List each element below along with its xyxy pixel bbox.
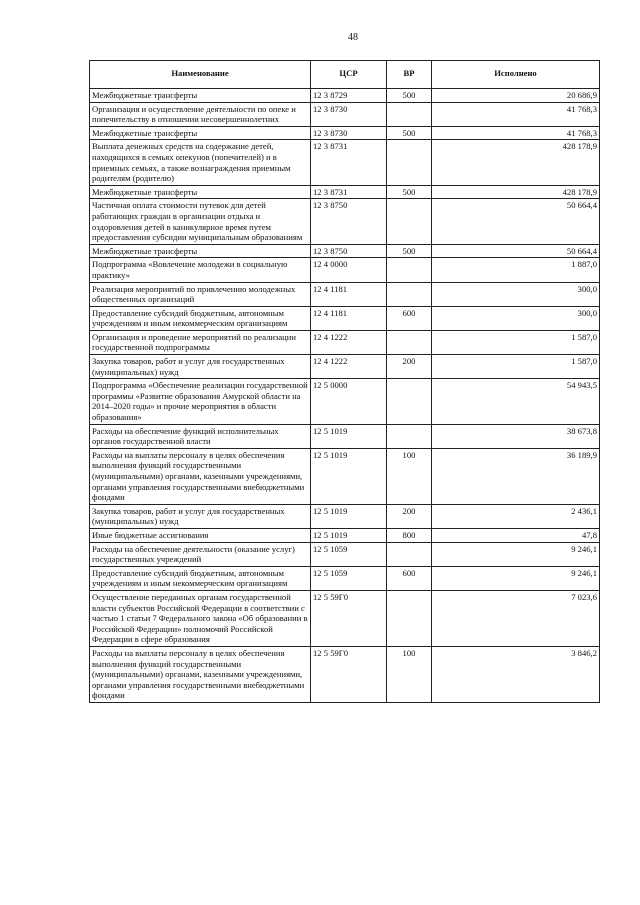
- cell-vr: [387, 330, 432, 354]
- cell-name: Подпрограмма «Обеспечение реализации государственной программы «Развитие образования Амурской области на 2014–2020 годы» и прочие мероприятия в области образования»: [90, 379, 311, 424]
- table-row: [90, 185, 600, 199]
- budget-table: [89, 60, 600, 703]
- cell-amount: 300,0: [432, 306, 600, 330]
- column-header-csr: ЦСР: [311, 61, 387, 89]
- cell-csr: 12 4 0000: [311, 258, 387, 282]
- cell-vr: [387, 590, 432, 646]
- cell-name: Межбюджетные трансферты: [90, 244, 311, 258]
- cell-csr: 12 4 1222: [311, 330, 387, 354]
- table-row: [90, 306, 600, 330]
- cell-amount: 41 768,3: [432, 102, 600, 126]
- table-row: [90, 590, 600, 646]
- table-row: [90, 244, 600, 258]
- cell-csr: 12 5 1059: [311, 566, 387, 590]
- table-row: [90, 542, 600, 566]
- cell-csr: 12 5 59Г0: [311, 646, 387, 702]
- cell-amount: 47,8: [432, 528, 600, 542]
- cell-csr: 12 5 1019: [311, 528, 387, 542]
- cell-csr: 12 3 8750: [311, 244, 387, 258]
- cell-amount: 1 887,0: [432, 258, 600, 282]
- cell-amount: 1 587,0: [432, 355, 600, 379]
- cell-amount: 54 943,5: [432, 379, 600, 424]
- cell-name: Закупка товаров, работ и услуг для государственных (муниципальных) нужд: [90, 504, 311, 528]
- cell-vr: [387, 140, 432, 185]
- cell-name: Организация и осуществление деятельности по опеке и попечительству в отношении несовершеннолетних: [90, 102, 311, 126]
- cell-name: Расходы на обеспечение деятельности (оказание услуг) государственных учреждений: [90, 542, 311, 566]
- cell-csr: 12 3 8730: [311, 102, 387, 126]
- cell-csr: 12 3 8730: [311, 126, 387, 140]
- cell-name: Выплата денежных средств на содержание детей, находящихся в семьях опекунов (попечителей) и в приемных семьях, а также вознаграждения приемным родителям (родителю): [90, 140, 311, 185]
- column-header-vr: ВР: [387, 61, 432, 89]
- cell-vr: [387, 199, 432, 244]
- table-row: [90, 379, 600, 424]
- cell-vr: [387, 282, 432, 306]
- cell-name: Организация и проведение мероприятий по реализации государственной подпрограммы: [90, 330, 311, 354]
- cell-csr: 12 5 1059: [311, 542, 387, 566]
- cell-name: Частичная оплата стоимости путевок для детей работающих граждан в организации отдыха и оздоровления детей в каникулярное время путем предоставления субсидии муниципальным образованиям: [90, 199, 311, 244]
- cell-name: Реализация мероприятий по привлечению молодежных общественных организаций: [90, 282, 311, 306]
- cell-vr: 600: [387, 566, 432, 590]
- cell-name: Осуществление переданных органам государственной власти субъектов Российской Федерации в соответствии с частью 1 статьи 7 Федерального закона «Об образовании в Российской Федерации» полномочий Российской Федерации в сфере образования: [90, 590, 311, 646]
- table-row: [90, 646, 600, 702]
- table-row: [90, 199, 600, 244]
- cell-amount: 428 178,9: [432, 185, 600, 199]
- table-row: [90, 140, 600, 185]
- cell-name: Закупка товаров, работ и услуг для государственных (муниципальных) нужд: [90, 355, 311, 379]
- cell-amount: 50 664,4: [432, 199, 600, 244]
- table-row: [90, 504, 600, 528]
- cell-amount: 20 686,9: [432, 89, 600, 103]
- cell-csr: 12 5 0000: [311, 379, 387, 424]
- cell-vr: 500: [387, 185, 432, 199]
- page-number: 48: [348, 32, 358, 43]
- cell-vr: [387, 379, 432, 424]
- cell-csr: 12 3 8750: [311, 199, 387, 244]
- cell-amount: 3 846,2: [432, 646, 600, 702]
- cell-amount: 9 246,1: [432, 566, 600, 590]
- cell-vr: 200: [387, 355, 432, 379]
- cell-amount: 38 673,8: [432, 424, 600, 448]
- cell-vr: 100: [387, 646, 432, 702]
- cell-vr: [387, 542, 432, 566]
- table-row: [90, 566, 600, 590]
- cell-vr: [387, 424, 432, 448]
- cell-csr: 12 5 1019: [311, 424, 387, 448]
- table-row: [90, 355, 600, 379]
- table-row: [90, 528, 600, 542]
- cell-csr: 12 4 1181: [311, 282, 387, 306]
- cell-vr: 500: [387, 126, 432, 140]
- cell-vr: 600: [387, 306, 432, 330]
- table-row: [90, 330, 600, 354]
- table-row: [90, 424, 600, 448]
- cell-name: Иные бюджетные ассигнования: [90, 528, 311, 542]
- column-header-name: Наименование: [90, 61, 311, 89]
- table-row: [90, 126, 600, 140]
- table-row: [90, 448, 600, 504]
- cell-amount: 7 023,6: [432, 590, 600, 646]
- cell-name: Расходы на обеспечение функций исполнительных органов государственной власти: [90, 424, 311, 448]
- cell-csr: 12 4 1181: [311, 306, 387, 330]
- cell-name: Расходы на выплаты персоналу в целях обеспечения выполнения функций государственными (муниципальными) органами, казенными учреждениями, органами управления государственными внебюджетными фондами: [90, 646, 311, 702]
- cell-amount: 2 436,1: [432, 504, 600, 528]
- cell-csr: 12 5 59Г0: [311, 590, 387, 646]
- table-row: [90, 282, 600, 306]
- cell-csr: 12 4 1222: [311, 355, 387, 379]
- cell-vr: 200: [387, 504, 432, 528]
- cell-csr: 12 3 8729: [311, 89, 387, 103]
- cell-name: Межбюджетные трансферты: [90, 185, 311, 199]
- cell-amount: 50 664,4: [432, 244, 600, 258]
- cell-amount: 9 246,1: [432, 542, 600, 566]
- cell-vr: 500: [387, 89, 432, 103]
- cell-amount: 428 178,9: [432, 140, 600, 185]
- cell-csr: 12 5 1019: [311, 448, 387, 504]
- cell-name: Расходы на выплаты персоналу в целях обеспечения выполнения функций государственными (муниципальными) органами, казенными учреждениями, органами управления государственными внебюджетными фондами: [90, 448, 311, 504]
- cell-vr: 800: [387, 528, 432, 542]
- table-body: [90, 89, 600, 703]
- cell-csr: 12 5 1019: [311, 504, 387, 528]
- column-header-amount: Исполнено: [432, 61, 600, 89]
- table-row: [90, 102, 600, 126]
- cell-vr: 500: [387, 244, 432, 258]
- cell-vr: [387, 102, 432, 126]
- cell-vr: [387, 258, 432, 282]
- cell-amount: 1 587,0: [432, 330, 600, 354]
- table-header-row: [90, 61, 600, 89]
- cell-name: Предоставление субсидий бюджетным, автономным учреждениям и иным некоммерческим организациям: [90, 566, 311, 590]
- cell-amount: 41 768,3: [432, 126, 600, 140]
- table-row: [90, 89, 600, 103]
- table-row: [90, 258, 600, 282]
- cell-name: Подпрограмма «Вовлечение молодежи в социальную практику»: [90, 258, 311, 282]
- cell-name: Предоставление субсидий бюджетным, автономным учреждениям и иным некоммерческим организациям: [90, 306, 311, 330]
- cell-csr: 12 3 8731: [311, 185, 387, 199]
- cell-vr: 100: [387, 448, 432, 504]
- cell-amount: 36 189,9: [432, 448, 600, 504]
- cell-csr: 12 3 8731: [311, 140, 387, 185]
- cell-name: Межбюджетные трансферты: [90, 89, 311, 103]
- cell-name: Межбюджетные трансферты: [90, 126, 311, 140]
- cell-amount: 300,0: [432, 282, 600, 306]
